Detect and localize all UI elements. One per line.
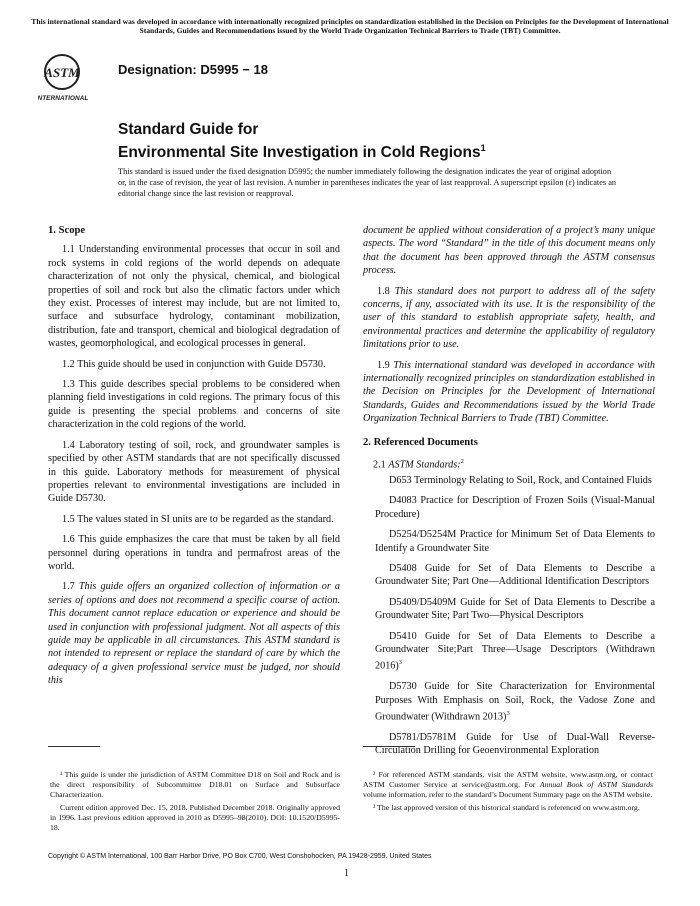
reference-title: Practice for Description of Frozen Soils (Visual-Manual Procedure) <box>375 495 656 520</box>
reference-code: D4083 <box>389 495 417 507</box>
paragraph-1-2: 1.2 This guide should be used in conjunction with Guide D5730. <box>62 358 326 370</box>
paragraph-1-5: 1.5 The values stated in SI units are to be regarded as the standard. <box>62 513 334 525</box>
footnote-1-history: Current edition approved Dec. 15, 2018. Published December 2018. Originally approved in 1996. Last previous edition approved in 2010 as D5995–98(2010). DOI: 10.1520/D5995-18. <box>50 803 340 832</box>
document-title <box>118 121 486 162</box>
page-number: 1 <box>344 868 349 879</box>
footnotes-left <box>50 770 340 836</box>
reference-title: Guide for Set of Data Elements to Describe a Groundwater Site; Part Two—Physical Descriptors <box>375 596 655 622</box>
logo-letters: ASTM <box>44 65 80 80</box>
reference-footnote-ref: 3 <box>398 659 403 667</box>
footnote-3: ³ The last approved version of this historical standard is referenced on www.astm.org. <box>373 803 640 812</box>
reference-code: D5408 <box>389 562 417 574</box>
section-heading-referenced: 2. Referenced Documents <box>363 436 478 448</box>
title-line-2: Environmental Site Investigation in Cold Regions$^1$ <box>118 143 486 162</box>
footnote-1: ¹ This guide is under the jurisdiction of ASTM Committee D18 on Soil and Rock and is the direct responsibility of Subcommittee D18.01 on Surface and Subsurface Characterization. <box>50 770 340 799</box>
paragraph-1-6: 1.6 This guide emphasizes the care that must be taken by all field personnel during operations in tundra and permafrost areas of the world. <box>48 534 340 572</box>
reference-title: Practice for Minimum Set of Data Elements to Identify a Groundwater Site <box>375 529 655 554</box>
paragraph-1-9: 1.9 This international standard was developed in accordance with internationally recognized principles on standardization established in the Decision on Principles for the Development of International Standards, Guides and Recommendations issued by the World Trade Organization Technical Barriers to Trade (TBT) Committee. <box>363 359 656 425</box>
reference-item <box>363 731 655 758</box>
paragraph-1-3: 1.3 This guide describes special problems to be considered when planning field investigations in cold regions. The primary focus of this guide is presenting the special problems and concerns of site characterization in the cold regions of the world. <box>48 379 340 431</box>
reference-title: Guide for Set of Data Elements to Describe a Groundwater Site; Part One—Additional Identification Descriptors <box>375 562 655 588</box>
reference-code: D5254/D5254M <box>389 529 457 541</box>
logo-text: INTERNATIONAL <box>38 95 89 102</box>
reference-title: Guide for Site Characterization for Environmental Purposes With Emphasis on Soil, Rock, the Vadose Zone and Groundwater (Withdrawn 2013) <box>375 681 656 723</box>
reference-title: Terminology Relating to Soil, Rock, and Contained Fluids <box>414 474 652 486</box>
footnote-rule-right <box>363 746 415 747</box>
paragraph-1-7-continued: document be applied without consideration of a project’s many unique aspects. The word “Standard” in the title of this document means only that the document has been approved through the ASTM consensus process. <box>363 225 655 277</box>
left-column <box>48 224 340 695</box>
reference-list <box>363 474 655 758</box>
reference-code: D5730 <box>389 681 417 693</box>
reference-item <box>363 474 655 487</box>
reference-footnote-ref: 3 <box>506 709 510 717</box>
reference-item <box>363 630 655 674</box>
paragraph-1-1: 1.1 Understanding environmental processes that occur in soil and rock systems in cold regions of the world depends on adequate characterization of not only the physical, chemical, and biological properties of soil and rock but also the climatic factors under which they exist. Processes of interest may include, but are not limited to, surface and subsurface hydrology, contaminant mobilization, distribution, fate and transport, chemical and biological degradation of wastes, geomorphological, and ecological processes in general. <box>48 244 340 350</box>
reference-code: D5781/D5781M <box>389 731 457 743</box>
paragraph-1-7: 1.7 This guide offers an organized collection of information or a series of options and does not recommend a specific course of action. This document cannot replace education or experience and should be used in conjunction with professional judgment. Not all aspects of this guide may be applicable in all circumstances. This ASTM standard is not intended to represent or replace the standard of care by which the adequacy of a given professional service must be judged, nor should this <box>48 581 341 687</box>
footnotes-right <box>363 770 653 816</box>
reference-code: D5409/D5409M <box>389 596 457 608</box>
paragraph-2-1: 2.1 ASTM Standards:$^2$ <box>373 458 464 471</box>
section-heading-scope: 1. Scope <box>48 225 86 236</box>
issue-statement: This standard is issued under the fixed designation D5995; the number immediately following the designation indicates the year of original adoption or, in the case of revision, the year of last revision. A number in parentheses indicates the year of last reapproval. A superscript epsilon (ε) indicates an editorial change since the last revision or reapproval. <box>118 167 617 198</box>
paragraph-1-8: 1.8 This standard does not purport to address all of the safety concerns, if any, associated with its use. It is the responsibility of the user of this standard to establish appropriate safety, health, and environmental practices and determine the applicability of regulatory limitations prior to use. <box>363 285 655 351</box>
reference-item <box>363 494 655 521</box>
copyright-notice: Copyright © ASTM International, 100 Barr Harbor Drive, PO Box C700, West Conshohocken, PA 19428-2959. United States <box>48 853 432 860</box>
footnote-2: ² For referenced ASTM standards, visit the ASTM website, www.astm.org, or contact ASTM Customer Service at service@astm.org. For Annual Book of ASTM Standards volume information, refer to the standard’s Document Summary page on the ASTM website. <box>363 770 654 799</box>
reference-item <box>363 596 655 623</box>
reference-title: Guide for Set of Data Elements to Describe a Groundwater Site;Part Three—Usage Descriptors (Withdrawn 2016) <box>375 630 655 672</box>
reference-item <box>363 562 655 589</box>
astm-logo <box>38 50 94 106</box>
paragraph-1-4: 1.4 Laboratory testing of soil, rock, and groundwater samples is specified by other ASTM standards that are not specifically discussed in this guide. Laboratory methods for measurement of physical properties relevant to environmental investigations are included in Guide D5730. <box>48 439 340 505</box>
right-column <box>363 224 655 765</box>
designation: Designation: D5995 − 18 <box>118 62 268 77</box>
reference-item <box>363 680 655 724</box>
footnote-rule-left <box>48 746 100 747</box>
header-notice: This international standard was developed in accordance with internationally recognized principles on standardization established in the Decision on Principles for the Development of International Standards, Guides and Recommendations issued by the World Trade Organization Technical Barriers to Trade (TBT) Committee. <box>31 17 669 35</box>
title-line-1: Standard Guide for <box>118 121 259 138</box>
title-footnote-ref: 1 <box>480 143 486 153</box>
reference-code: D5410 <box>389 630 417 642</box>
reference-title: Guide for Use of Dual-Wall Reverse-Circulation Drilling for Geoenvironmental Exploration <box>375 731 655 757</box>
reference-item <box>363 528 655 555</box>
reference-code: D653 <box>389 474 412 486</box>
